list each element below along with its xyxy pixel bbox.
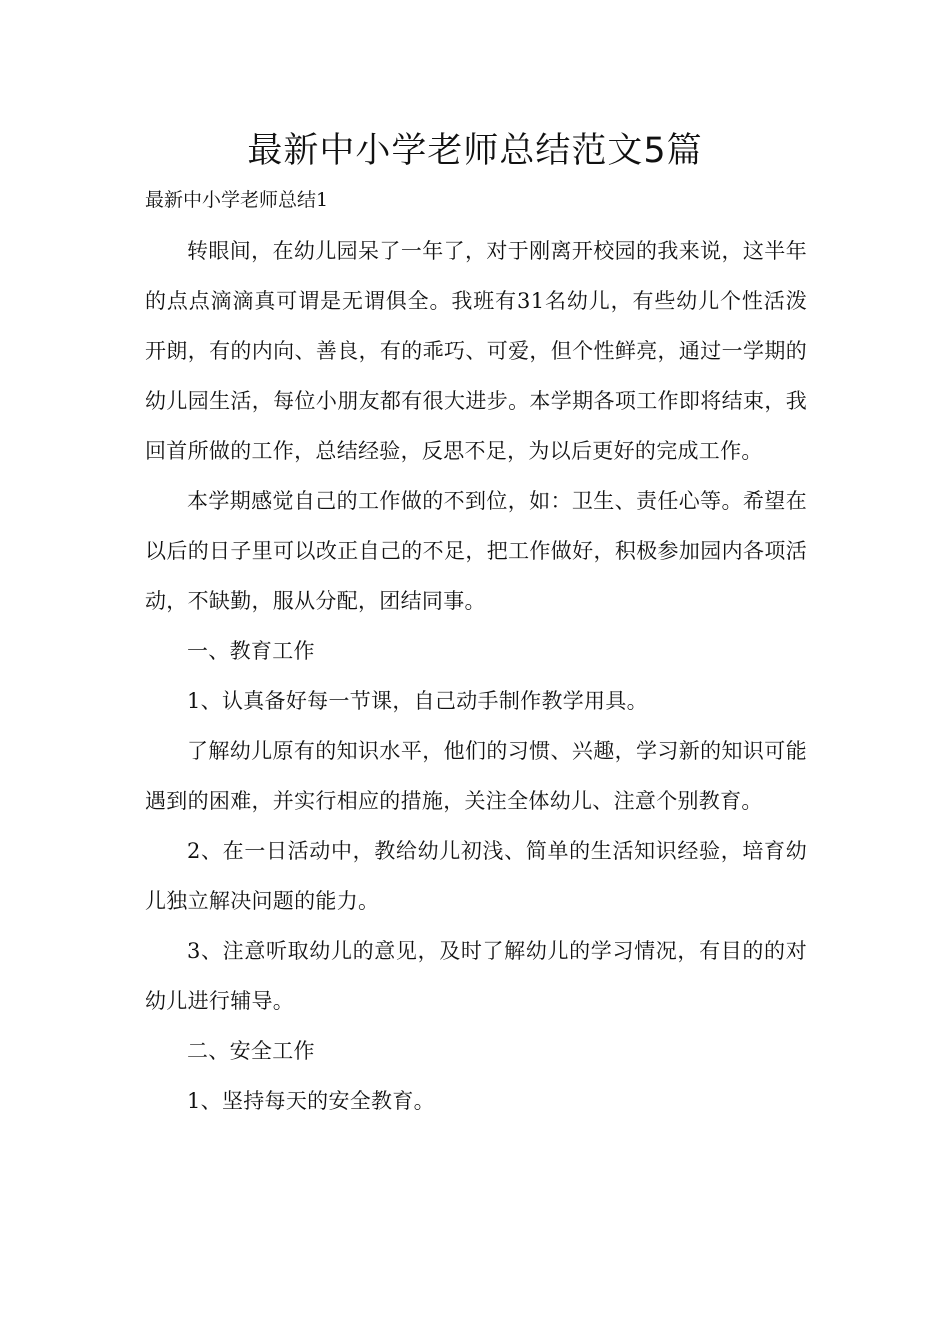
paragraph: 了解幼儿原有的知识水平，他们的习惯、兴趣，学习新的知识可能遇到的困难，并实行相应的措施，关注全体幼儿、注意个别教育。 [145, 739, 807, 813]
paragraph: 转眼间，在幼儿园呆了一年了，对于刚离开校园的我来说，这半年的点点滴滴真可谓是无谓俱全。我班有31名幼儿，有些幼儿个性活泼开朗，有的内向、善良，有的乖巧、可爱，但个性鲜亮，通过一学期的幼儿园生活，每位小朋友都有很大进步。本学期各项工作即将结束，我回首所做的工作，总结经验，反思不足，为以后更好的完成工作。 [145, 239, 807, 463]
paragraph: 本学期感觉自己的工作做的不到位，如：卫生、责任心等。希望在以后的日子里可以改正自己的不足，把工作做好，积极参加园内各项活动，不缺勤，服从分配，团结同事。 [145, 489, 807, 613]
list-item: 2、在一日活动中，教给幼儿初浅、简单的生活知识经验，培育幼儿独立解决问题的能力。 [145, 839, 807, 913]
document-title: 最新中小学老师总结范文5篇 [247, 131, 703, 171]
section-heading: 二、安全工作 [187, 1039, 315, 1063]
list-item: 1、坚持每天的安全教育。 [187, 1089, 435, 1113]
section-heading: 一、教育工作 [187, 639, 315, 663]
list-item: 1、认真备好每一节课，自己动手制作教学用具。 [187, 689, 648, 713]
list-item: 3、注意听取幼儿的意见，及时了解幼儿的学习情况，有目的的对幼儿进行辅导。 [145, 939, 807, 1013]
section-subtitle: 最新中小学老师总结1 [145, 189, 329, 211]
document-body [145, 226, 807, 1126]
